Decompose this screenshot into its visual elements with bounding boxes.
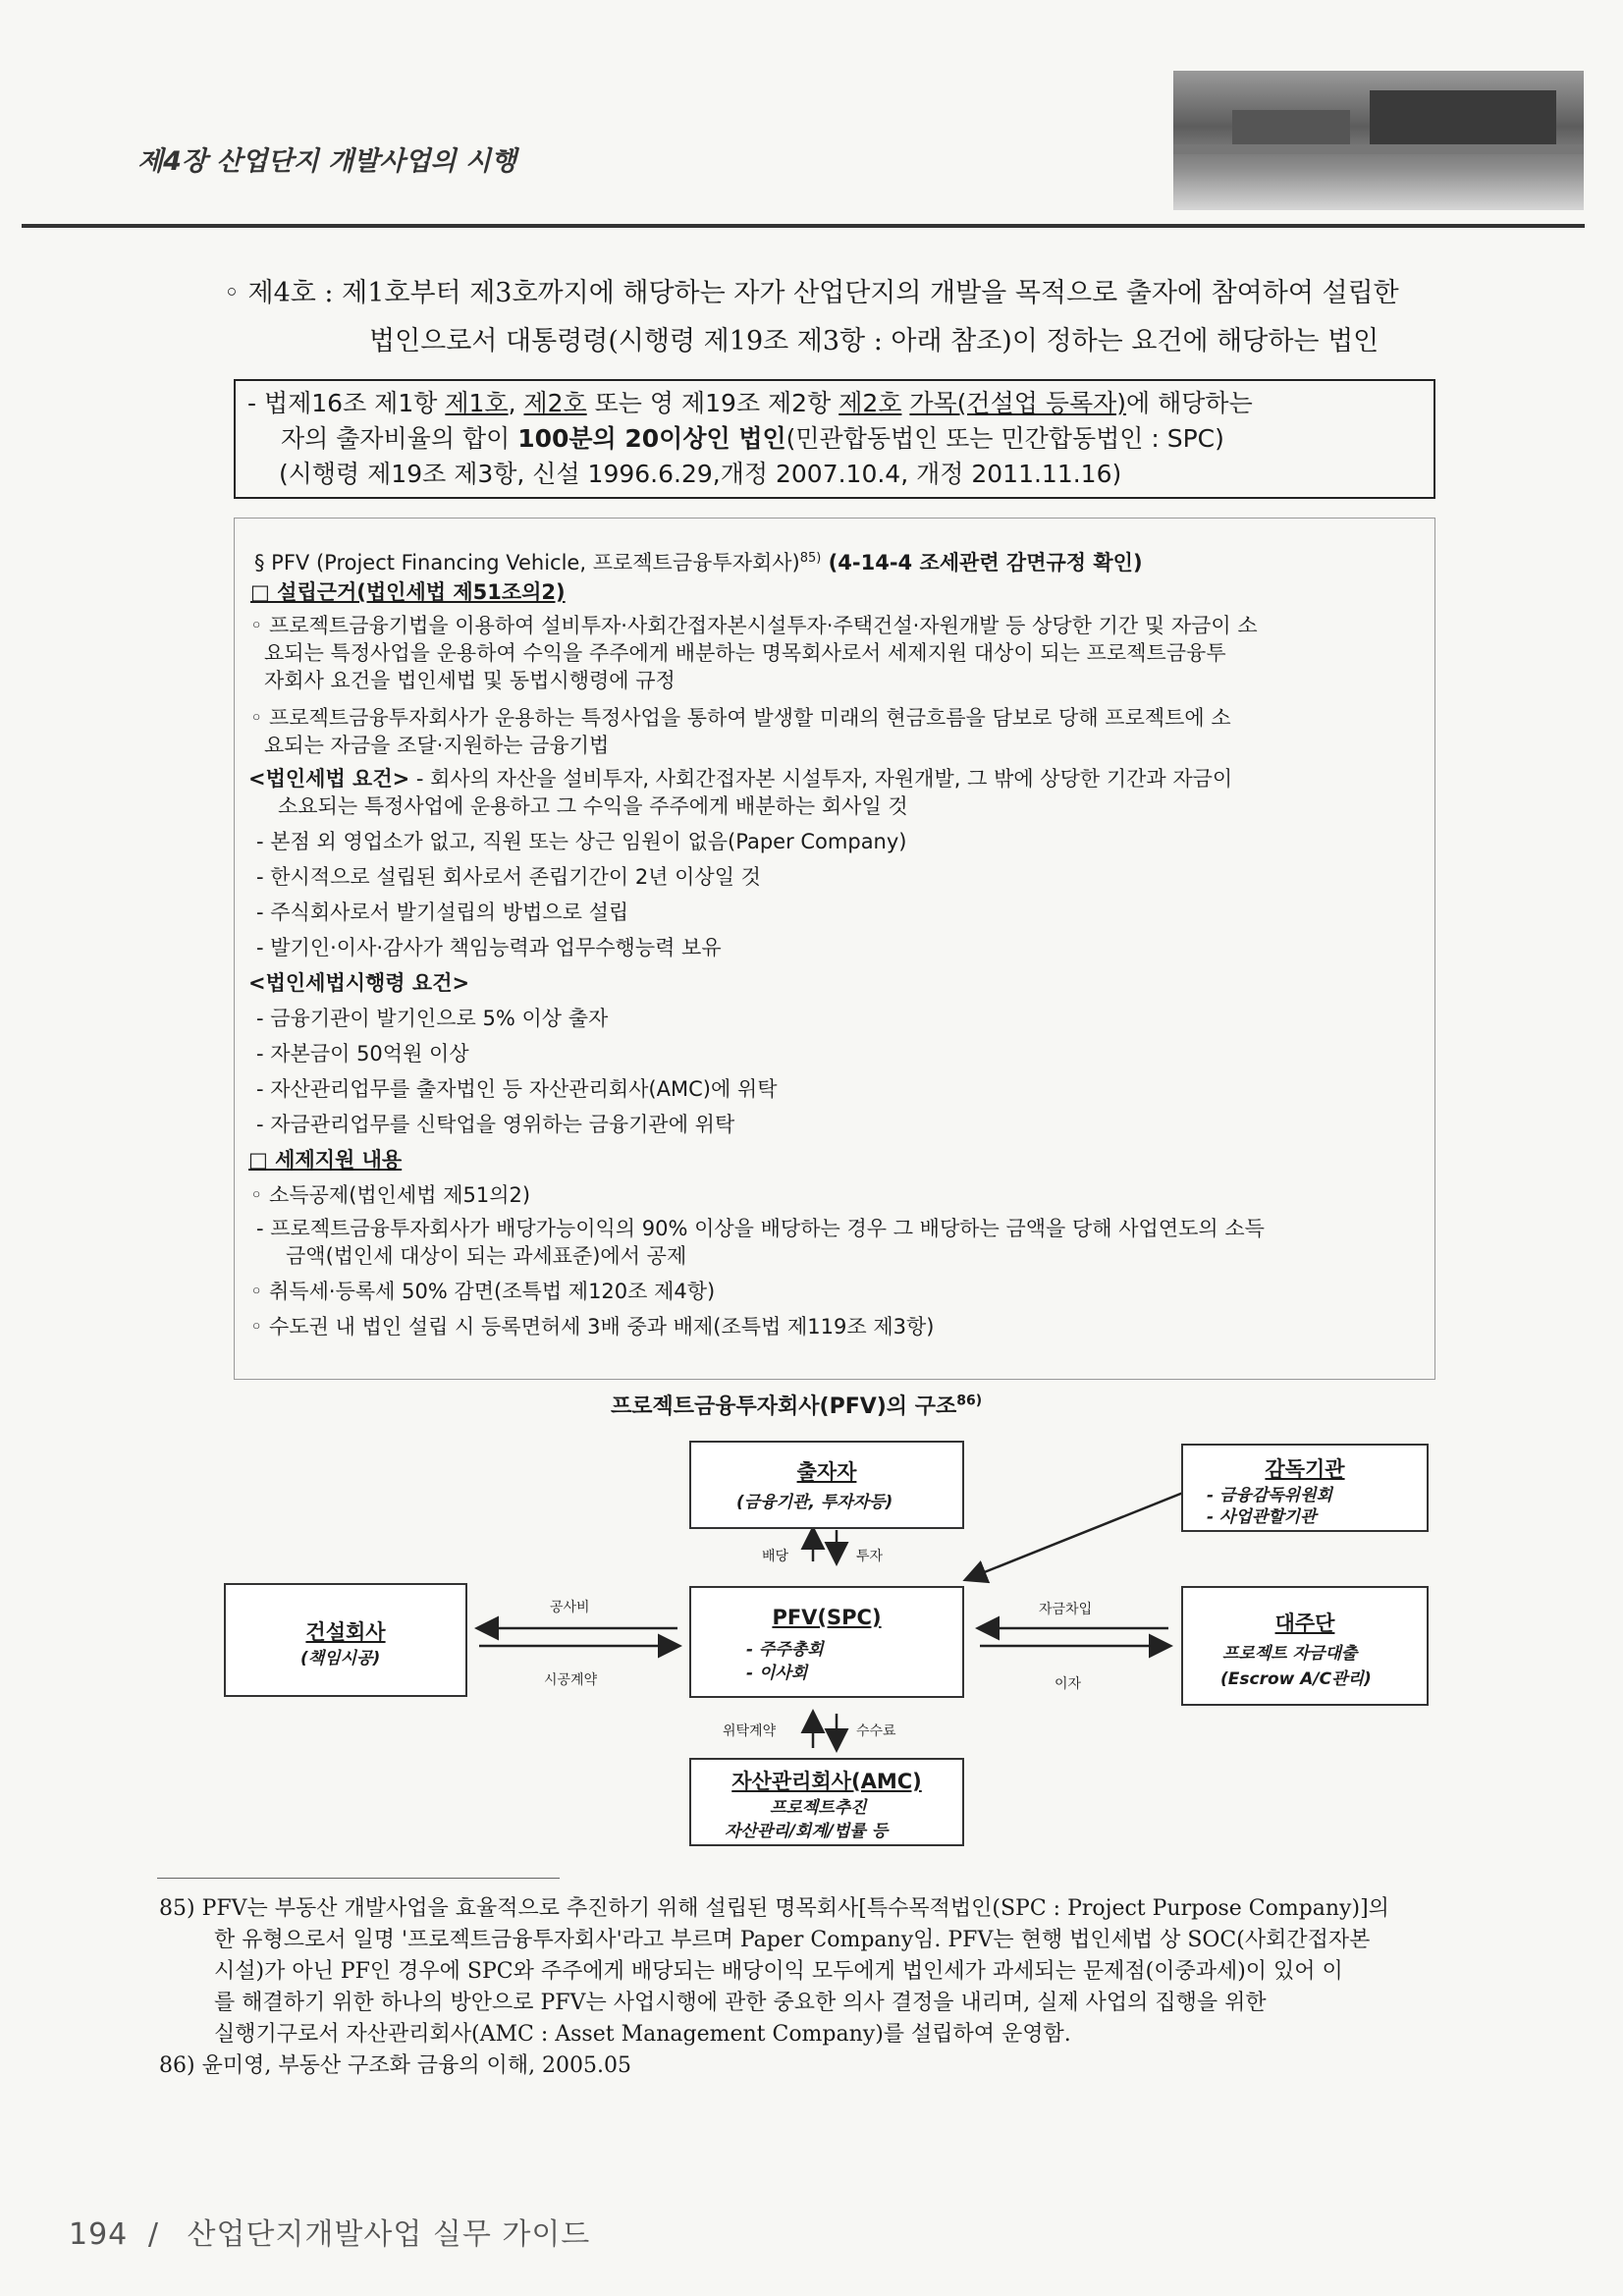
tax-bullet2: ◦ 취득세·등록세 50% 감면(조특법 제120조 제4항) xyxy=(250,1280,716,1303)
law-text: 제2호 xyxy=(839,389,902,417)
page-number: 194 xyxy=(69,2217,129,2252)
law-req-item: - 본점 외 영업소가 없고, 직원 또는 상근 임원이 없음(Paper Company) xyxy=(256,830,907,853)
tax-heading: □ 세제지원 내용 xyxy=(248,1148,403,1172)
basis-heading: □ 설립근거(법인세법 제51조의2) xyxy=(250,580,566,604)
pfv-box-title: PFV(SPC) xyxy=(772,1606,882,1629)
law-req-item: - 발기인·이사·감사가 책임능력과 업무수행능력 보유 xyxy=(256,936,722,959)
law-req-text2: 소요되는 특정사업에 운용하고 그 수익을 주주에게 배분하는 회사일 것 xyxy=(278,794,908,818)
law-text: 제2호 xyxy=(523,389,587,417)
law-text: - 법제16조 제1항 xyxy=(247,389,446,417)
label-fee: 수수료 xyxy=(856,1723,896,1739)
footnote-85-l1: 85) PFV는 부동산 개발사업을 효율적으로 추진하기 위해 설립된 명목회사[특수목적법인(SPC : Project Purpose Company)]의 xyxy=(159,1896,1389,1921)
pfv-box-sub2: - 이사회 xyxy=(746,1664,808,1683)
basis-bullet1-l2: 요되는 특정사업을 운용하여 수익을 주주에게 배분하는 명목회사로서 세제지원 대상이 되는 프로젝트금융투 xyxy=(264,641,1226,665)
label-loan: 자금차입 xyxy=(1039,1602,1093,1617)
constructor-title: 건설회사 xyxy=(305,1620,386,1644)
tax-bullet1-sub-l1: - 프로젝트금융투자회사가 배당가능이익의 90% 이상을 배당하는 경우 그 배당하는 금액을 당해 사업연도의 소득 xyxy=(256,1217,1265,1240)
law-text: 또는 영 제19조 제2항 xyxy=(586,389,839,417)
lender-box xyxy=(1181,1586,1429,1706)
investor-title: 출자자 xyxy=(796,1460,857,1484)
arrow-supervision xyxy=(967,1493,1183,1579)
law-req-item: - 한시적으로 설립된 회사로서 존립기간이 2년 이상일 것 xyxy=(256,865,761,889)
law-req-text: - 회사의 자산을 설비투자, 사회간접자본 시설투자, 자원개발, 그 밖에 상당한 기간과 자금이 xyxy=(409,767,1233,791)
tax-bullet1: ◦ 소득공제(법인세법 제51의2) xyxy=(250,1183,531,1207)
amc-box xyxy=(689,1758,964,1846)
law-req-heading: <법인세법 요건> xyxy=(248,767,410,791)
decree-heading: <법인세법시행령 요건> xyxy=(248,971,470,995)
constructor-box xyxy=(224,1583,467,1697)
label-construction-contract: 시공계약 xyxy=(544,1672,598,1688)
pfv-box xyxy=(689,1586,964,1698)
supervisor-title: 감독기관 xyxy=(1265,1457,1345,1481)
pfv-box-sub1: - 주주총회 xyxy=(746,1640,824,1660)
item4-line1: ◦ 제4호 : 제1호부터 제3호까지에 해당하는 자가 산업단지의 개발을 목적으로 출자에 참여하여 설립한 xyxy=(224,278,1399,308)
law-text: 가목(건설업 등록자) xyxy=(909,389,1127,417)
decree-item: - 금융기관이 발기인으로 5% 이상 출자 xyxy=(256,1007,609,1030)
decree-item: - 자금관리업무를 신탁업을 영위하는 금융기관에 위탁 xyxy=(256,1113,735,1136)
supervisor-box xyxy=(1181,1444,1429,1532)
label-interest: 이자 xyxy=(1055,1676,1082,1692)
label-investment: 투자 xyxy=(856,1549,884,1564)
constructor-sub: (책임시공) xyxy=(300,1649,381,1668)
label-entrust-contract: 위탁계약 xyxy=(723,1723,777,1739)
supervisor-sub1: - 금융감독위원회 xyxy=(1207,1486,1332,1505)
footnote-85-l3: 시설)가 아닌 PF인 경우에 SPC와 주주에게 배당되는 배당이익 모두에게 법인세가 과세되는 문제점(이중과세)이 있어 이 xyxy=(214,1959,1343,1984)
law-req-item: - 주식회사로서 발기설립의 방법으로 설립 xyxy=(256,901,629,924)
law-text: 자의 출자비율의 합이 xyxy=(281,424,518,453)
law-box-line3: (시행령 제19조 제3항, 신설 1996.6.29,개정 2007.10.4, 개정 2011.11.16) xyxy=(279,460,1122,488)
basis-bullet1-l1: ◦ 프로젝트금융기법을 이용하여 설비투자·사회간접자본시설투자·주택건설·자원개발 등 상당한 기간 및 자금이 소 xyxy=(250,614,1258,637)
lender-sub2: (Escrow A/C관리) xyxy=(1220,1669,1372,1689)
item4-line2: 법인으로서 대통령령(시행령 제19조 제3항 : 아래 참조)이 정하는 요건에 해당하는 법인 xyxy=(369,326,1380,356)
amc-title: 자산관리회사(AMC) xyxy=(731,1770,922,1793)
footnote-ref-85: 85) xyxy=(799,551,822,566)
law-text: (민관합동법인 또는 민간합동법인 : SPC) xyxy=(785,424,1224,453)
supervisor-sub2: - 사업관할기관 xyxy=(1207,1507,1317,1527)
amc-sub1: 프로젝트추진 xyxy=(770,1798,867,1818)
law-text: , xyxy=(508,389,524,417)
page-footer xyxy=(69,2210,590,2253)
basis-bullet2-l2: 요되는 자금을 조달·지원하는 금융기법 xyxy=(264,734,610,757)
amc-sub2: 자산관리/회계/법률 등 xyxy=(725,1822,889,1841)
basis-bullet1-l3: 자회사 요건을 법인세법 및 동법시행령에 규정 xyxy=(264,669,676,692)
book-title: 산업단지개발사업 실무 가이드 xyxy=(187,2217,591,2252)
pfv-title-tail: (4-14-4 조세관련 감면규정 확인) xyxy=(821,551,1143,574)
law-text-bold: 100분의 20이상인 법인 xyxy=(517,424,786,453)
tax-bullet3: ◦ 수도권 내 법인 설립 시 등록면허세 3배 중과 배제(조특법 제119조 제3항) xyxy=(250,1315,935,1339)
label-construction-cost: 공사비 xyxy=(550,1600,590,1615)
law-text: 제1호 xyxy=(445,389,509,417)
diagram-title-text: 프로젝트금융투자회사(PFV)의 구조 xyxy=(611,1394,957,1419)
lender-sub1: 프로젝트 자금대출 xyxy=(1222,1644,1358,1664)
law-text: 에 해당하는 xyxy=(1126,389,1253,417)
decree-item: - 자본금이 50억원 이상 xyxy=(256,1042,469,1066)
footnote-ref-86: 86) xyxy=(956,1393,983,1409)
footnote-85-l2: 한 유형으로서 일명 '프로젝트금융투자회사'라고 부르며 Paper Company임. PFV는 현행 법인세법 상 SOC(사회간접자본 xyxy=(214,1928,1371,1952)
investor-sub: (금융기관, 투자자등) xyxy=(736,1493,893,1512)
chapter-title: 제4장 산업단지 개발사업의 시행 xyxy=(137,146,517,177)
footnote-separator xyxy=(157,1878,560,1879)
decree-item: - 자산관리업무를 출자법인 등 자산관리회사(AMC)에 위탁 xyxy=(256,1077,778,1101)
tax-bullet1-sub-l2: 금액(법인세 대상이 되는 과세표준)에서 공제 xyxy=(286,1244,687,1268)
footnote-85-l4: 를 해결하기 위한 하나의 방안으로 PFV는 사업시행에 관한 중요한 의사 결정을 내리며, 실제 사업의 집행을 위한 xyxy=(214,1991,1267,2015)
investor-box xyxy=(689,1441,964,1529)
pfv-title-text: § PFV (Project Financing Vehicle, 프로젝트금융투자회사) xyxy=(254,551,800,574)
footnote-85-l5: 실행기구로서 자산관리회사(AMC : Asset Management Company)를 설립하여 운영함. xyxy=(214,2022,1071,2047)
lender-title: 대주단 xyxy=(1274,1612,1335,1635)
footer-separator: / xyxy=(147,2217,159,2252)
basis-bullet2-l1: ◦ 프로젝트금융투자회사가 운용하는 특정사업을 통하여 발생할 미래의 현금흐름을 담보로 당해 프로젝트에 소 xyxy=(250,706,1231,730)
label-dividend: 배당 xyxy=(762,1549,789,1564)
footnote-86: 86) 윤미영, 부동산 구조화 금융의 이해, 2005.05 xyxy=(159,2053,632,2078)
